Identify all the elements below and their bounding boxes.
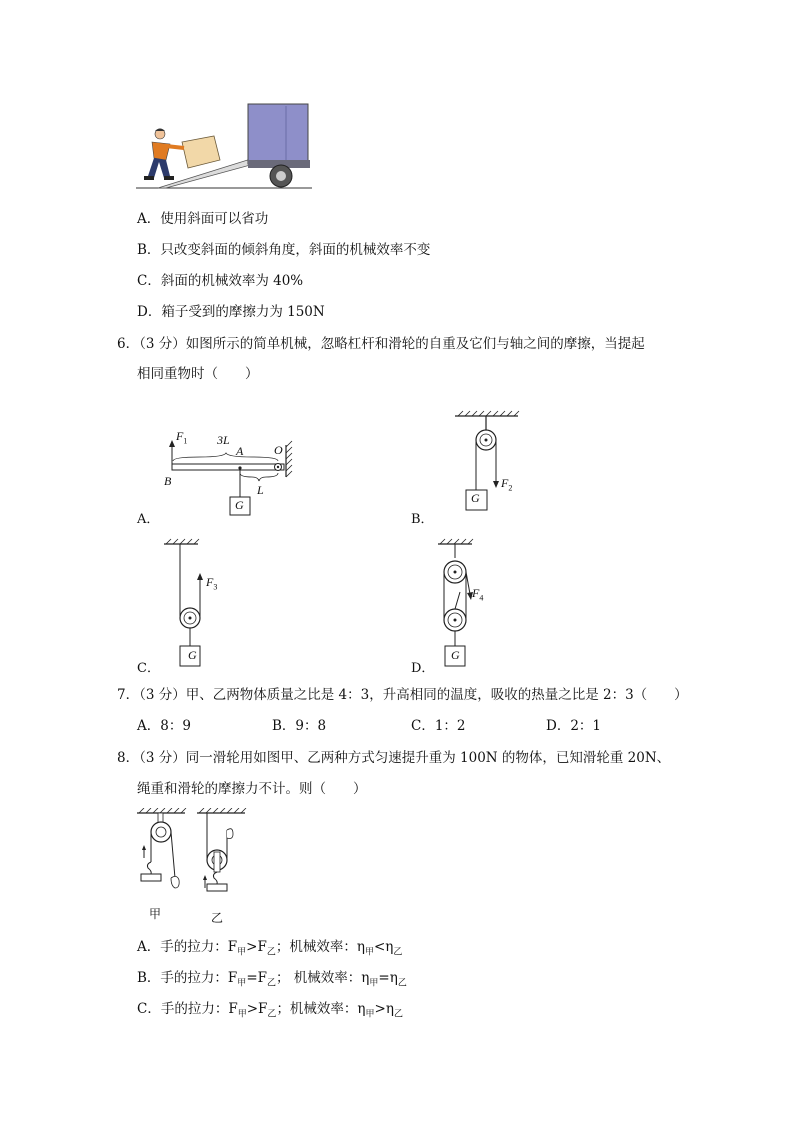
q8-option-b: B．手的拉力：$F_甲=F_乙$； 机械效率：$\eta_甲=\eta_乙$ [137,970,407,989]
q6a-a-label: A [236,444,244,458]
q8-stem-line1: 8．（3 分）同一滑轮用如图甲、乙两种方式匀速提升重为 100N 的物体，已知滑轮重 20N、 [117,750,671,766]
q6a-g-label: G [235,498,244,512]
q7-stem: 7．（3 分）甲、乙两物体质量之比是 4：3，升高相同的温度，吸收的热量之比是 2：3（ ） [117,687,688,703]
q8-pulley-figure [135,808,255,910]
q6-letter-a: A． [137,512,160,527]
q6-figure-b-fixed-pulley [450,410,530,518]
q7-option-b: B．9：8 [272,718,327,734]
q6b-f2-label: $F_2$ [501,476,513,493]
q5-option-c: C．斜面的机械效率为 40% [137,273,304,289]
q6a-l-label: L [257,483,264,497]
q6-figure-d-pulley-block [430,538,510,670]
q6a-f1-label: $F_1$ [176,429,188,446]
q7-option-d: D．2：1 [546,718,602,734]
q6-letter-b: B． [411,512,434,527]
q6a-b-label: B [164,474,172,488]
q6-letter-c: C． [137,661,160,676]
q8-option-a: A．手的拉力：$F_甲>F_乙$；机械效率：$\eta_甲<\eta_乙$ [137,939,403,958]
q6a-3l-label: 3L [217,433,230,447]
q6c-f3-label: $F_3$ [206,575,218,592]
q6c-g-label: G [188,648,197,662]
q6d-g-label: G [451,648,460,662]
q6d-f4-label: $F_4$ [472,586,484,603]
q6-stem-line2: 相同重物时（ ） [137,366,259,382]
q7-option-c: C．1：2 [411,718,466,734]
q6-letter-d: D． [411,661,435,676]
q8-option-c: C．手的拉力：$F_甲>F_乙$；机械效率：$\eta_甲>\eta_乙$ [137,1001,403,1020]
q6b-g-label: G [471,491,480,505]
q6-stem-line1: 6．（3 分）如图所示的简单机械，忽略杠杆和滑轮的自重及它们与轴之间的摩擦，当提起 [117,336,645,352]
q8-figure-label-yi: 乙 [211,911,224,925]
q5-option-b: B．只改变斜面的倾斜角度，斜面的机械效率不变 [137,242,431,258]
q6a-o-label: O [274,443,283,457]
q8-figure-label-jia: 甲 [149,907,162,921]
ramp-truck-figure [136,100,316,195]
q8-stem-line2: 绳重和滑轮的摩擦力不计。则（ ） [137,781,367,797]
q5-option-d: D．箱子受到的摩擦力为 150N [137,304,325,320]
q5-option-a: A．使用斜面可以省功 [137,211,269,227]
q7-option-a: A．8：9 [137,718,191,734]
